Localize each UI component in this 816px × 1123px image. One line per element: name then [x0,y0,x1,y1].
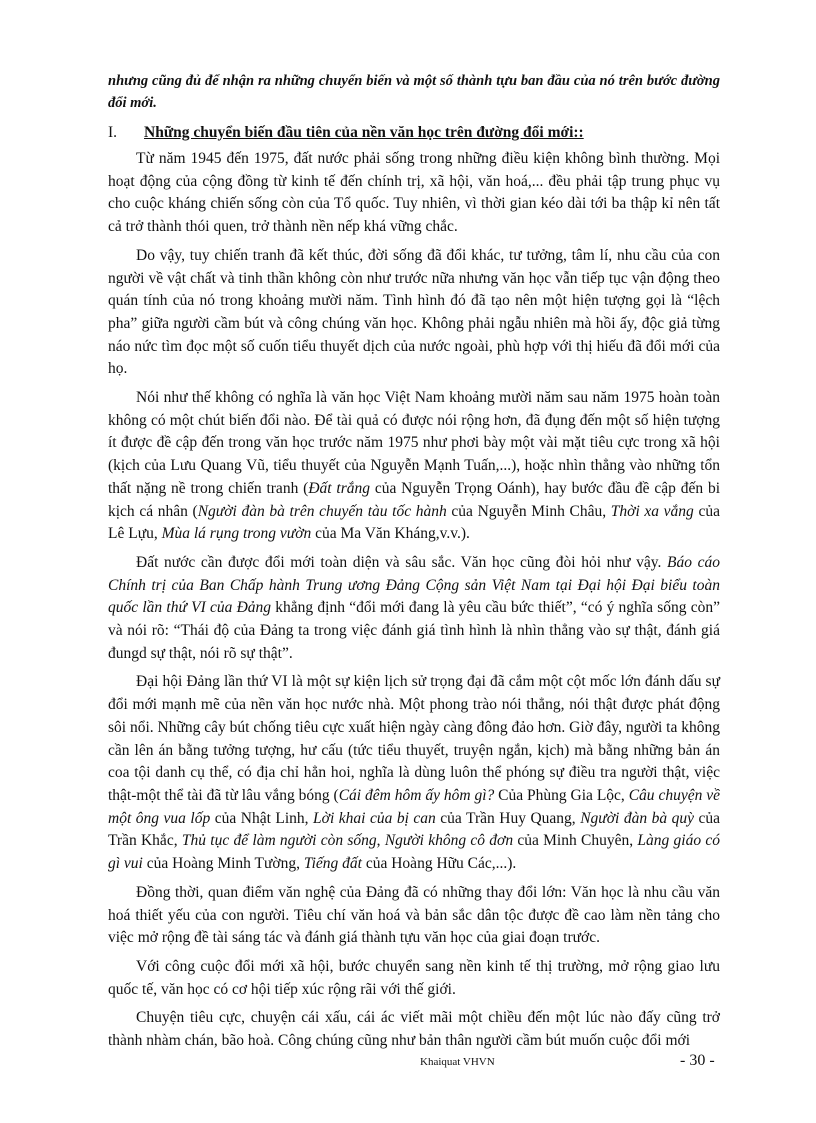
work-title: Lời khai của bị can [313,809,436,827]
paragraph-5-text: Của Phùng Gia Lộc, [494,786,629,804]
intro-text: nhưng cũng đủ để nhận ra những chuyển biến và một số thành tựu ban đầu của nó trên bước đường đổi mới. [108,73,720,111]
paragraph-4-text: Đất nước cần được đổi mới toàn diện và sâu sắc. Văn học cũng đòi hỏi như vậy. [136,553,668,571]
work-title: Thời xa vắng [610,502,694,520]
paragraph-3-text: của Nguyễn Minh Châu, [446,502,611,520]
paragraph-1: Từ năm 1945 đến 1975, đất nước phải sống trong những điều kiện không bình thường. Mọi hoạt động của cộng đồng từ kinh tế đến chính trị, xã hội, văn hoá,... đều phải tập trung phục vụ cho cuộc kháng chiến sống còn của Tổ quốc. Tuy nhiên, vì thời gian kéo dài tới ba thập kỉ nên tất cả trở thành thói quen, trở thành nền nếp khá vững chắc. [108,150,720,236]
document-title: Báo cáo Chính trị của Ban Chấp hành Trung ương Đảng Cộng sản Việt Nam tại Đại hội Đại biểu toàn quốc lần thứ VI của Đảng [108,553,720,617]
page-number: - 30 - [680,1052,715,1069]
work-title: Câu chuyện về một ông vua lốp [108,786,720,827]
paragraph-6: Đồng thời, quan điểm văn nghệ của Đảng đã có những thay đổi lớn: Văn học là nhu cầu văn hoá thiết yếu của con người. Tiêu chí văn hoá và bản sắc dân tộc được đề cao làm nền tảng cho việc mở rộng đề tài sáng tác và đánh giá thành tựu văn học của giai đoạn trước. [108,883,720,947]
paragraph-5-text: của Nhật Linh, [210,809,314,827]
page-footer [0,1052,816,1072]
paragraph-5-text: của Hoàng Hữu Các,...). [361,855,517,873]
work-title: Đất trắng [308,479,370,497]
work-title: Người không cô đơn [384,832,514,850]
paragraph-3-text: của Lê Lựu, [108,502,720,543]
work-title: Cái đêm hôm ấy hôm gì? [338,786,495,804]
paragraph-3-text: của Nguyễn Trọng Oánh), hay bước đầu đề cập đến bi kịch cá nhân ( [108,479,721,520]
paragraph-2: Do vậy, tuy chiến tranh đã kết thúc, đời sống đã đổi khác, tư tưởng, tâm lí, nhu cầu của con người về vật chất và tinh thần không còn như trước nữa nhưng văn học vẫn tiếp tục vận động theo quán tính của nó trong khoảng mười năm. Tình hình đó đã tạo nên một hiện tượng gọi là “lệch pha” giữa người cầm bút và công chúng văn học. Không phải ngẫu nhiên mà hồi ấy, độc giả từng náo nức tìm đọc một số cuốn tiểu thuyết dịch của nước ngoài, phù hợp với thị hiếu đã đổi mới của họ. [108,246,720,378]
work-title: Làng giáo có gì vui [108,832,721,873]
work-title: Người đàn bà trên chuyến tàu tốc hành [197,502,447,520]
paragraph-3-text: Nói như thế không có nghĩa là văn học Việt Nam khoảng mười năm sau năm 1975 hoàn toàn không có một chút biến đổi nào. Để tài quả có được nói rộng hơn, đã đụng đến một số hiện tượng ít được đề cập đến trong văn học trước năm 1975 như phơi bày một vài mặt tiêu cực trong xã hội (kịch của Lưu Quang Vũ, tiểu thuyết của Nguyễn Mạnh Tuấn,...), hoặc nhìn thẳng vào những tổn thất nặng nề trong chiến tranh ( [108,389,720,497]
paragraph-3 [108,387,720,546]
work-title: Thủ tục để làm người còn sống [181,832,377,850]
paragraph-5-text: của Trần Huy Quang, [435,809,581,827]
paragraph-5-text: của Trần Khắc, [108,809,720,850]
footer-document-name: Khaiquat VHVN [420,1056,495,1068]
paragraph-5-text: của Hoàng Minh Tường, [142,855,304,873]
paragraph-5-text: của Minh Chuyên, [513,832,638,850]
paragraph-5 [108,671,720,875]
section-heading [108,122,720,144]
paragraph-5-text: Đại hội Đảng lần thứ VI là một sự kiện lịch sử trọng đại đã cắm một cột mốc lớn đánh dấu sự đổi mới mạnh mẽ của nền văn học nước nhà. Một phong trào nói thẳng, nói thật được phát động sôi nổi. Những cây bút chống tiêu cực xuất hiện ngày càng đông đảo hơn. Giờ đây, người ta không cần lên án bằng tưởng tượng, hư cấu (tức tiểu thuyết, truyện ngắn, kịch) mà bằng những bản án coa tội danh cụ thể, có địa chỉ hẳn hoi, nghĩa là dùng luôn thể phóng sự điều tra người thật, việc thật-một thể tài đã từ lâu vắng bóng ( [108,673,720,804]
section-title: Những chuyển biến đầu tiên của nền văn học trên đường đổi mới:: [144,124,584,141]
paragraph-4 [108,552,720,666]
paragraph-8: Chuyện tiêu cực, chuyện cái xấu, cái ác viết mãi một chiều đến một lúc nào đấy cũng trở thành nhàm chán, bão hoà. Công chúng cũng như bản thân người cầm bút muốn cuộc đổi mới [108,1009,720,1050]
paragraph-7: Với công cuộc đổi mới xã hội, bước chuyển sang nền kinh tế thị trường, mở rộng giao lưu quốc tế, văn học có cơ hội tiếp xúc rộng rãi với thế giới. [108,957,720,998]
work-title: Người đàn bà quỳ [580,809,694,827]
section-number: I. [108,124,118,141]
work-title: Tiếng đất [303,855,362,873]
page-body [108,70,720,1059]
work-title: Mùa lá rụng trong vườn [161,525,312,543]
paragraph-4-text: khẳng định “đổi mới đang là yêu cầu bức thiết”, “có ý nghĩa sống còn” và nói rõ: “Thái độ của Đảng ta trong việc đánh giá tình hình là nhìn thẳng vào sự thật, đánh giá đungd sự thật, nói rõ sự thật”. [108,599,720,662]
paragraph-3-text: của Ma Văn Kháng,v.v.). [311,525,470,543]
paragraph-5-text: , [376,832,385,850]
